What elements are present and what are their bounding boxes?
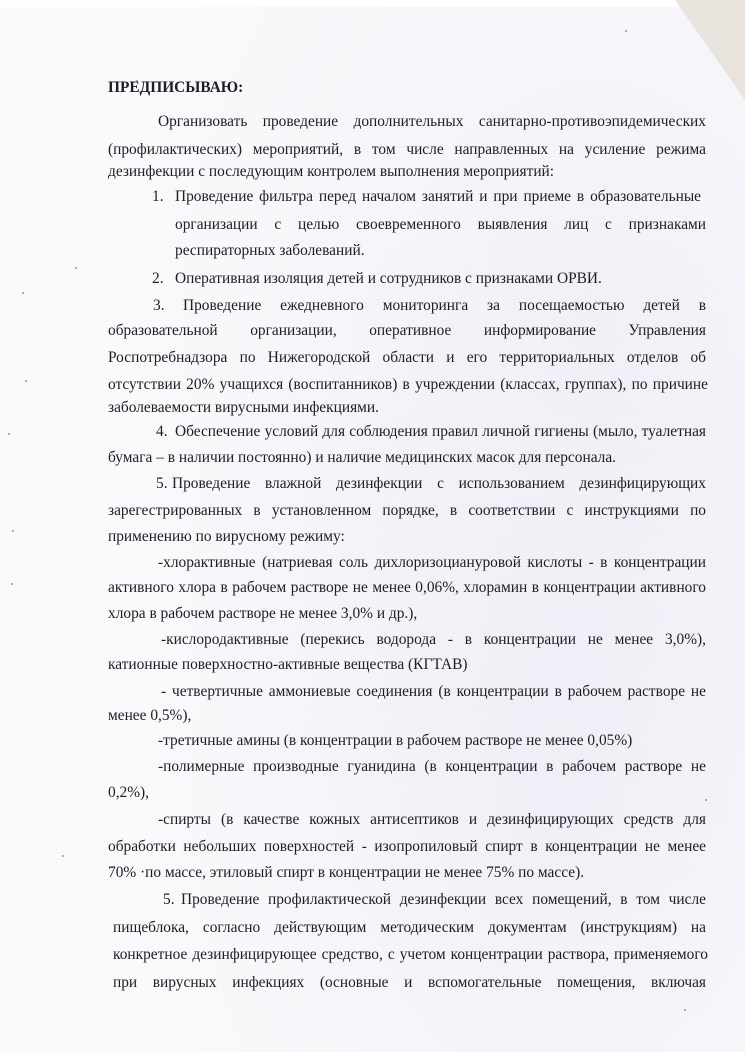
page-heading: ПРЕДПИСЫВАЮ: [108, 79, 244, 96]
disinfectant-line: -кислородактивные (перекись водорода - в концентрации не менее 3,0%), [161, 631, 706, 648]
scan-speck [12, 530, 14, 532]
disinfectant-line: менее 0,5%), [108, 707, 192, 724]
list-item-line: зарегестрированных в установленном порядке, в соответствии с инструкциями по [108, 502, 706, 519]
list-number: 4. [156, 423, 168, 440]
list-item-line: при вирусных инфекциях (основные и вспомогательные помещения, включая [113, 974, 706, 991]
list-item-line: Проведение влажной дезинфекции с использованием дезинфицирующих [172, 475, 706, 492]
disinfectant-line: -хлорактивные (натриевая соль дихлоризоциануровой кислоты - в концентрации [158, 554, 706, 571]
disinfectant-line: 70% ·по массе, этиловый спирт в концентрации не менее 75% по массе). [108, 864, 585, 881]
list-number: 5. [156, 475, 168, 492]
folded-page-corner [675, 0, 745, 100]
list-item-line: Проведение ежедневного мониторинга за посещаемостью детей в [183, 297, 706, 314]
intro-line: дезинфекции с последующим контролем выполнения мероприятий: [108, 163, 555, 180]
list-item-line: Проведение фильтра перед началом занятий и при приеме в образовательные [175, 188, 701, 205]
list-number: 1. [152, 188, 164, 205]
disinfectant-line: -полимерные производные гуанидина (в концентрации в рабочем растворе не [158, 758, 706, 775]
intro-line: Организовать проведение дополнительных санитарно-противоэпидемических [158, 113, 706, 130]
list-item-line: Роспотребнадзора по Нижегородской области и его территориальных отделов об [108, 349, 706, 366]
list-item-line: пищеблока, согласно действующим методическим документам (инструкциям) на [113, 919, 706, 936]
disinfectant-line: хлора в рабочем растворе не менее 3,0% и др.), [108, 605, 418, 622]
list-item-line: Оперативная изоляция детей и сотрудников с признаками ОРВИ. [175, 270, 602, 287]
scan-speck [11, 583, 13, 585]
disinfectant-line: -спирты (в качестве кожных антисептиков и дезинфицирующих средств для [158, 811, 706, 828]
disinfectant-line: 0,2%), [108, 784, 150, 801]
list-item-line: заболеваемости вирусными инфекциями. [108, 399, 379, 416]
list-number: 2. [152, 270, 164, 287]
disinfectant-line: катионные поверхностно-активные вещества (КГТАВ) [108, 656, 468, 673]
list-item-line: отсутствии 20% учащихся (воспитанников) в учреждении (классах, группах), по причине [108, 376, 708, 393]
list-item-line: Проведение профилактической дезинфекции всех помещений, в том числе [181, 891, 706, 908]
list-item-line: организации с целью своевременного выявления лиц с признаками [175, 216, 706, 233]
disinfectant-line: обработки небольших поверхностей - изопропиловый спирт в концентрации не менее [108, 838, 706, 855]
disinfectant-line: активного хлора в рабочем растворе не менее 0,06%, хлорамин в концентрации активного [108, 579, 706, 596]
scan-top-margin [0, 0, 745, 7]
disinfectant-line: -третичные амины (в концентрации в рабочем растворе не менее 0,05%) [158, 732, 633, 749]
scan-speck [22, 292, 24, 294]
scan-speck [625, 30, 627, 32]
scan-speck [705, 799, 707, 801]
scan-speck [25, 380, 27, 382]
list-number: 5. [163, 891, 175, 908]
intro-line: (профилактических) мероприятий, в том числе направленных на усиление режима [108, 141, 706, 158]
scan-speck [684, 1009, 686, 1011]
scan-speck [75, 267, 77, 269]
list-item-line: образовательной организации, оперативное информирование Управления [108, 322, 706, 339]
list-item-line: Обеспечение условий для соблюдения правил личной гигиены (мыло, туалетная [175, 423, 706, 440]
scan-speck [8, 433, 10, 435]
disinfectant-line: - четвертичные аммониевые соединения (в концентрации в рабочем растворе не [161, 683, 706, 700]
list-item-line: применению по вирусному режиму: [108, 528, 345, 545]
list-item-line: бумага – в наличии постоянно) и наличие медицинских масок для персонала. [108, 449, 617, 466]
scan-speck [62, 855, 64, 857]
list-number: 3. [153, 297, 165, 314]
list-item-line: респираторных заболеваний. [175, 242, 365, 259]
list-item-line: конкретное дезинфицирующее средство, с учетом концентрации раствора, применяемого [113, 946, 708, 963]
